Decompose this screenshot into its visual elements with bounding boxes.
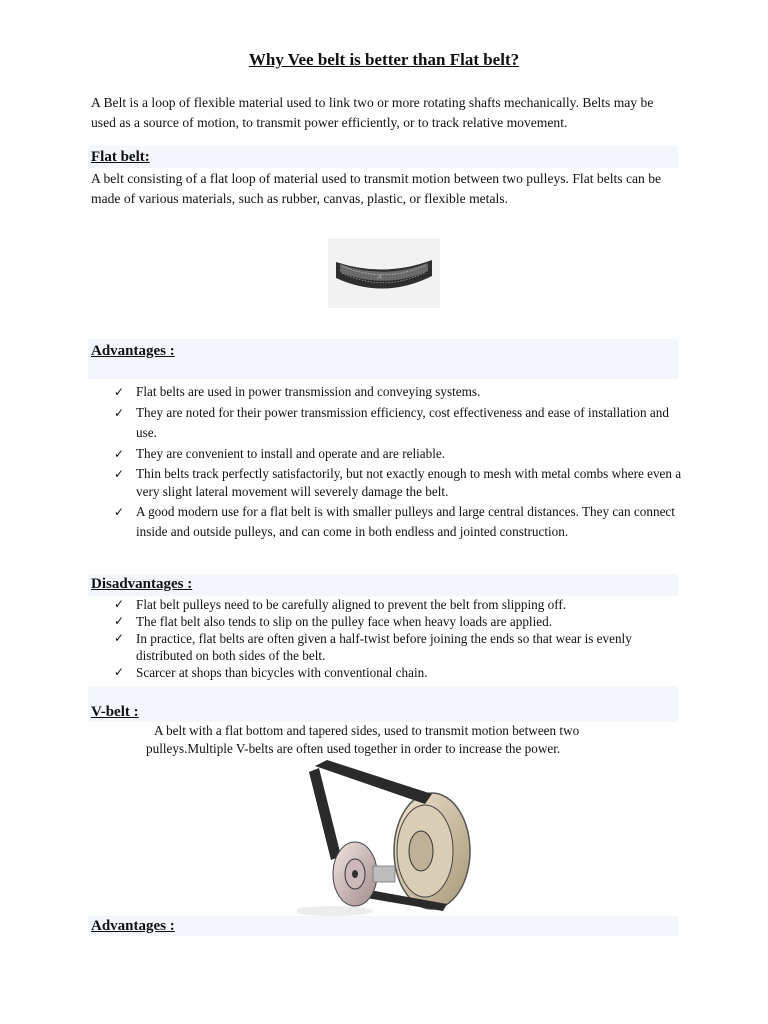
list-item: ✓ The flat belt also tends to slip on the pulley face when heavy loads are applied. [114, 614, 553, 629]
list-item: ✓ A good modern use for a flat belt is with smaller pulleys and large central distances. They can connect inside and outside pulleys, and can come in both endless and jointed construction. [114, 504, 675, 539]
list-item: ✓ They are noted for their power transmission efficiency, cost effectiveness and ease of installation and use. [114, 405, 669, 440]
checkmark-icon: ✓ [114, 385, 125, 399]
list-item: ✓ Flat belt pulleys need to be carefully aligned to prevent the belt from slipping off. [114, 597, 567, 612]
checkmark-icon: ✓ [114, 505, 125, 519]
flat-advantages-list [114, 382, 684, 542]
v-belt-heading-band [88, 686, 678, 722]
page-title: Why Vee belt is better than Flat belt? [248, 50, 520, 69]
v-belt-heading: V-belt : [91, 704, 139, 720]
flat-belt-heading-band [88, 146, 678, 168]
checkmark-icon: ✓ [114, 614, 125, 628]
v-belt-advantages-heading-band [88, 916, 678, 936]
flat-belt-image [328, 238, 440, 308]
flat-belt-description: A belt consisting of a flat loop of material used to transmit motion between two pulleys. Flat belts can be made of various materials, such as rubber, canvas, plastic, or flexible metals. [91, 171, 662, 206]
flat-disadvantages-list [114, 596, 684, 681]
v-belt-description: A belt with a flat bottom and tapered sides, used to transmit motion between two pulleys.Multiple V-belts are often used together in order to increase the power. [146, 723, 580, 756]
flat-advantages-heading: Advantages : [91, 343, 175, 359]
flat-belt-heading: Flat belt: [91, 149, 150, 165]
flat-disadvantages-heading: Disadvantages : [91, 576, 193, 592]
list-item: ✓ Scarcer at shops than bicycles with conventional chain. [114, 665, 428, 680]
list-item: ✓ In practice, flat belts are often given a half-twist before joining the ends so that wear is evenly distributed on both sides of the belt. [114, 631, 632, 663]
list-item: ✓ Flat belts are used in power transmission and conveying systems. [114, 382, 684, 402]
intro-paragraph: A Belt is a loop of flexible material used to link two or more rotating shafts mechanically. Belts may be used as a source of motion, to transmit power efficiently, or to track relative movement. [91, 95, 654, 130]
checkmark-icon: ✓ [114, 597, 125, 611]
svg-text:✕: ✕ [376, 273, 384, 283]
checkmark-icon: ✓ [114, 447, 125, 461]
v-belt-advantages-heading: Advantages : [91, 918, 175, 934]
list-item: ✓ They are convenient to install and operate and are reliable. [114, 444, 684, 464]
checkmark-icon: ✓ [114, 467, 125, 481]
checkmark-icon: ✓ [114, 406, 125, 420]
v-belt-pulley-image [297, 756, 475, 916]
flat-advantages-heading-band [88, 339, 678, 379]
checkmark-icon: ✓ [114, 665, 125, 679]
checkmark-icon: ✓ [114, 631, 125, 645]
list-item: ✓ Thin belts track perfectly satisfactorily, but not exactly enough to mesh with metal combs where even a very slight lateral movement will severely damage the belt. [114, 466, 682, 499]
